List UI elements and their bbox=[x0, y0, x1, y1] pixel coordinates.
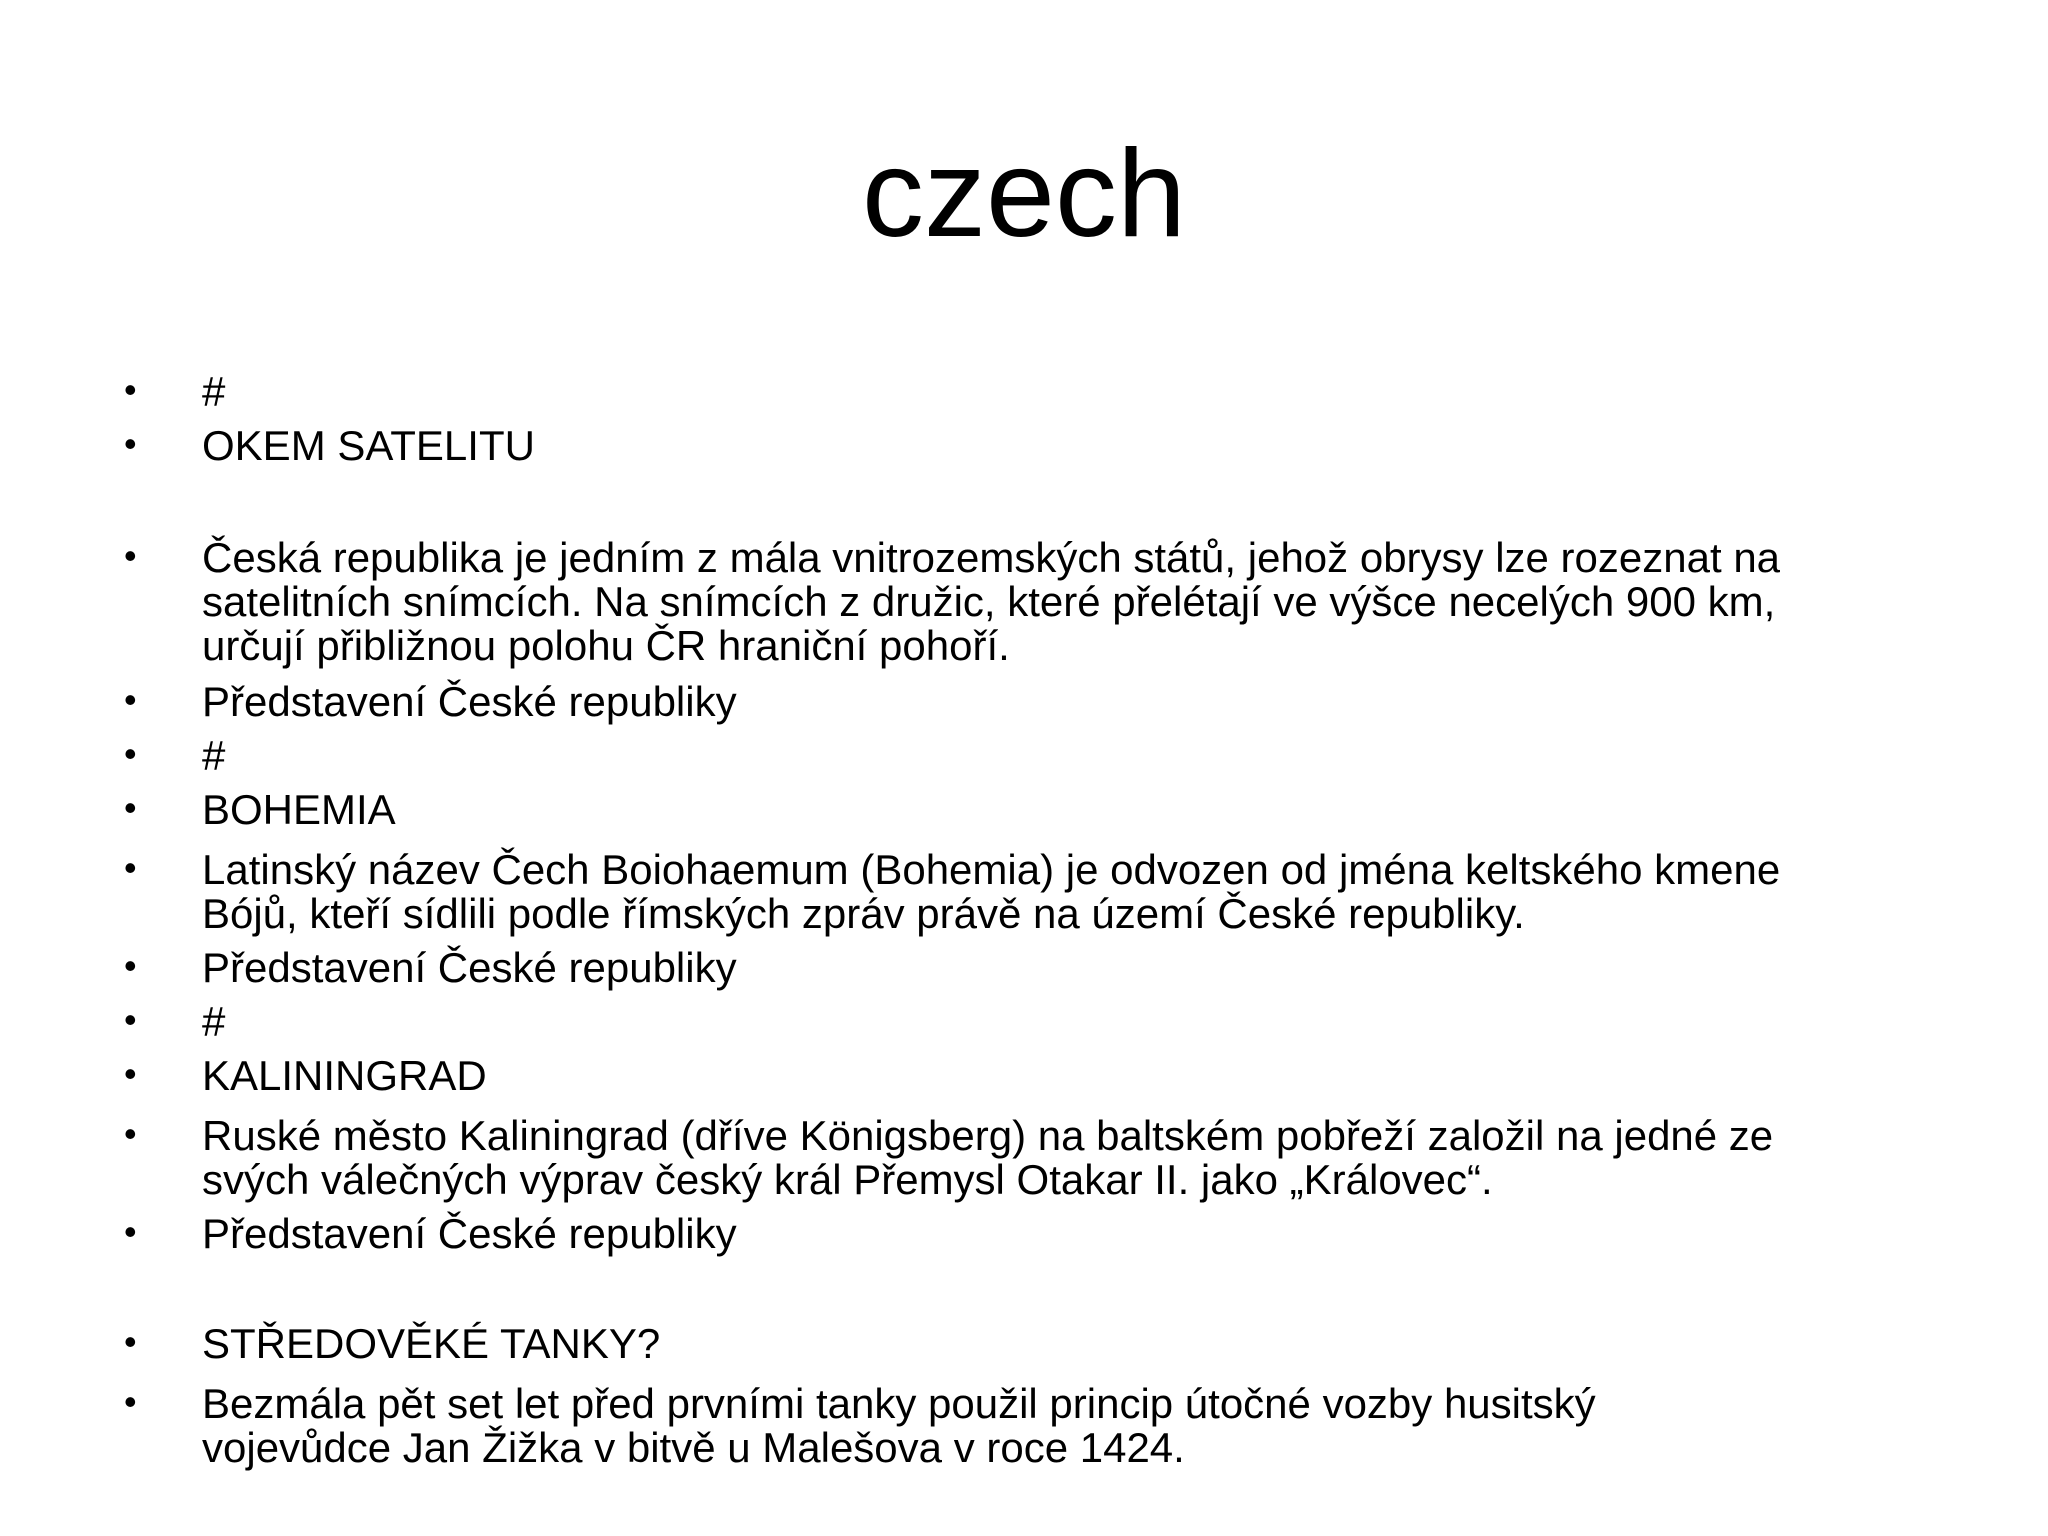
bullet-icon: • bbox=[124, 679, 137, 720]
list-item-text: Česká republika je jedním z mála vnitrozemských států, jehož obrysy lze rozeznat na satelitních snímcích. Na snímcích z družic, které přelétají ve výšce necelých 900 km, určují přibližnou polohu ČR hraniční pohoří. bbox=[202, 534, 1781, 669]
bullet-icon: • bbox=[124, 945, 137, 986]
bullet-icon: • bbox=[124, 1053, 137, 1094]
bullet-icon: • bbox=[124, 787, 137, 828]
list-item-text: # bbox=[202, 998, 226, 1045]
bullet-icon: • bbox=[124, 1113, 137, 1154]
bullet-icon: • bbox=[124, 1381, 137, 1422]
list-item-text: Představení České republiky bbox=[202, 1210, 737, 1257]
list-item-text: Představení České republiky bbox=[202, 944, 737, 991]
bullet-icon: • bbox=[124, 733, 137, 774]
list-item-text: Latinský název Čech Boiohaemum (Bohemia) je odvozen od jména keltského kmene Bójů, kteří sídlili podle římských zpráv právě na území České republiky. bbox=[202, 846, 1781, 937]
bullet-icon: • bbox=[124, 423, 137, 464]
list-item-text: Bezmála pět set let před prvními tanky použil princip útočné vozby husitský vojevůdce Jan Žižka v bitvě u Malešova v roce 1424. bbox=[202, 1380, 1596, 1471]
list-item-text: OKEM SATELITU bbox=[202, 422, 535, 469]
bullet-icon: • bbox=[124, 535, 137, 576]
slide-title: czech bbox=[862, 125, 1186, 263]
list-item-text: Ruské město Kaliningrad (dříve Königsberg) na baltském pobřeží založil na jedné ze svých válečných výprav český král Přemysl Otakar II. jako „Královec“. bbox=[202, 1112, 1774, 1203]
bullet-icon: • bbox=[124, 1321, 137, 1362]
list-item-text: # bbox=[202, 732, 226, 779]
bullet-icon: • bbox=[124, 369, 137, 410]
list-item-text: KALININGRAD bbox=[202, 1052, 487, 1099]
bullet-icon: • bbox=[124, 999, 137, 1040]
list-item-text: # bbox=[202, 368, 226, 415]
list-item-text: Představení České republiky bbox=[202, 678, 737, 725]
bullet-icon: • bbox=[124, 1211, 137, 1252]
bullet-icon: • bbox=[124, 847, 137, 888]
list-item-text: STŘEDOVĚKÉ TANKY? bbox=[202, 1320, 661, 1367]
list-item-text: BOHEMIA bbox=[202, 786, 396, 833]
